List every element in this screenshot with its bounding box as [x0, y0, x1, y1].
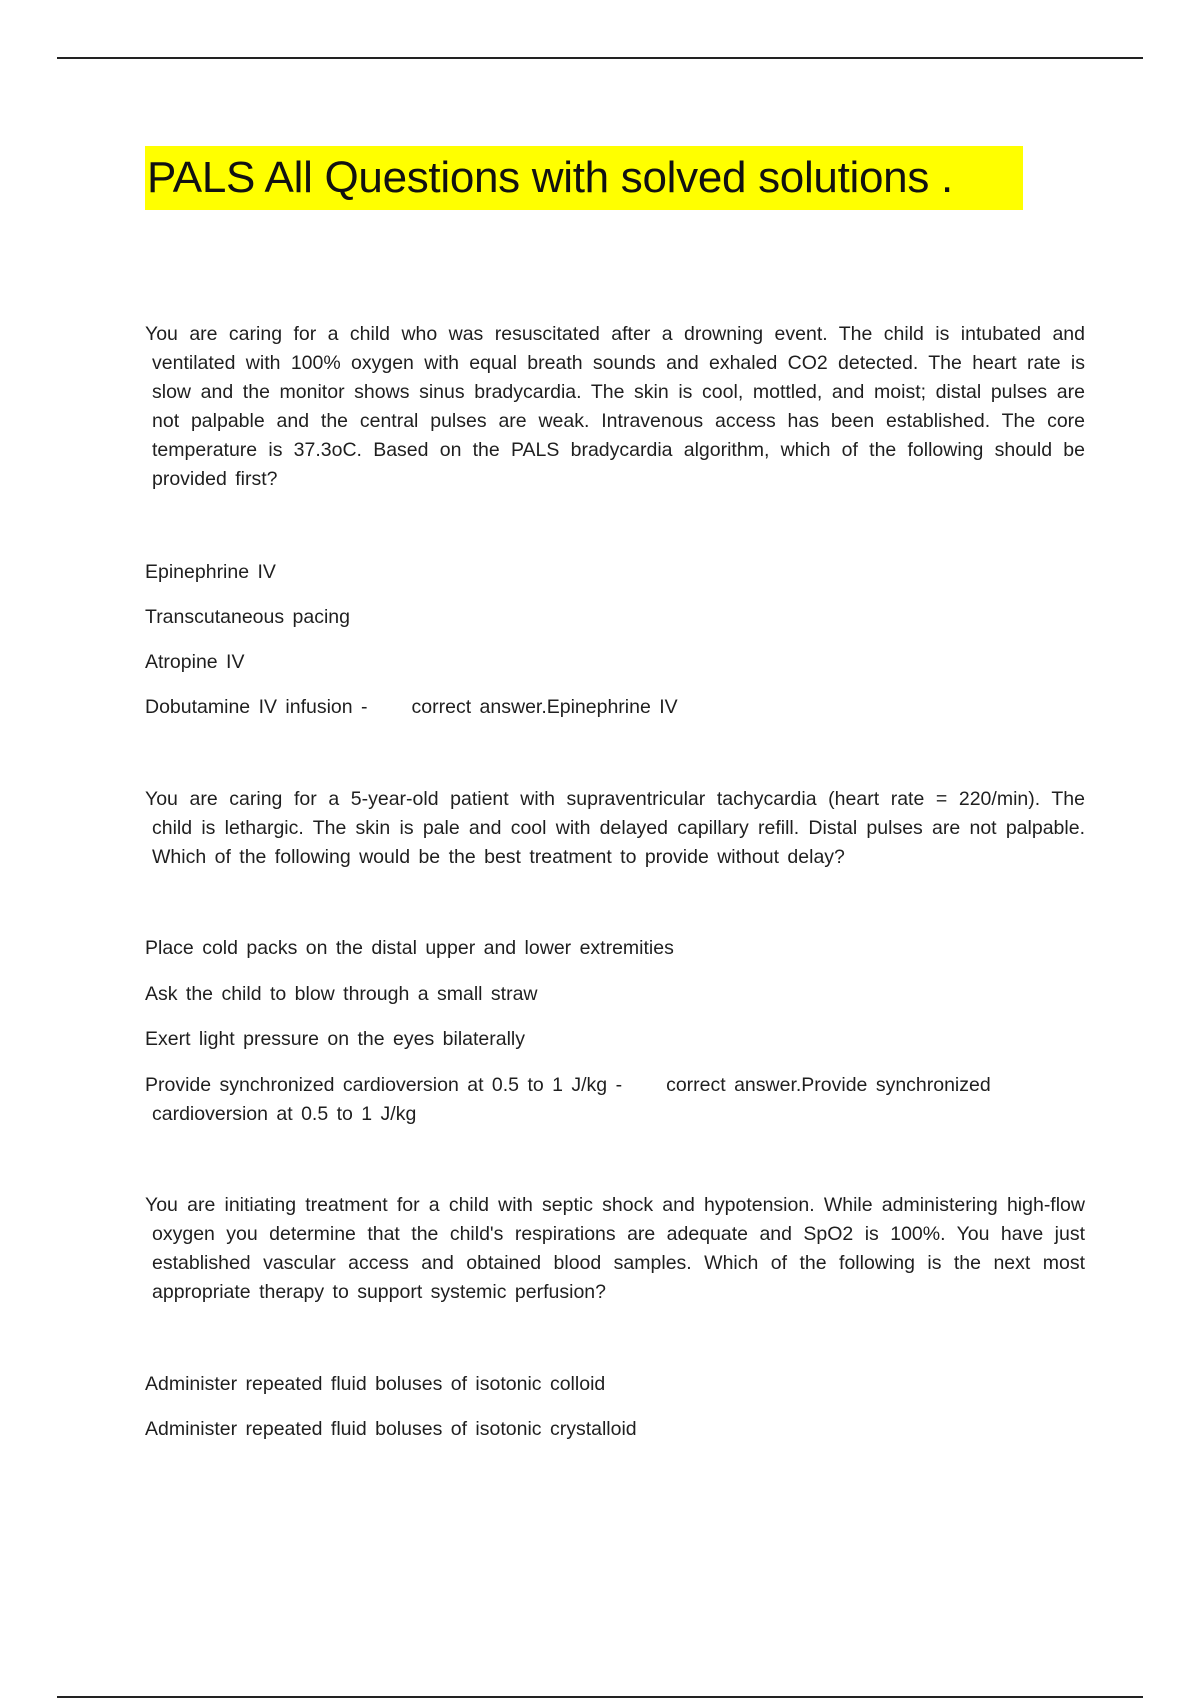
footer-rule: [57, 1696, 1143, 1698]
question-1-option-1: Epinephrine IV: [145, 561, 276, 583]
question-2-option-3: Exert light pressure on the eyes bilaterally: [145, 1028, 526, 1050]
question-1-text: You are caring for a child who was resuscitated after a drowning event. The child is intubated and ventilated with 100% oxygen with equal breath sounds and exhaled CO2 detected. The heart rate is slow and the monitor shows sinus bradycardia. The skin is cool, mottled, and moist; distal pulses are not palpable and the central pulses are weak. Intravenous access has been established. The core temperature is 37.3oC. Based on the PALS bradycardia algorithm, which of the following should be provided first?: [145, 323, 1085, 490]
question-2-option-4: [145, 1071, 1085, 1129]
question-1-option-2: Transcutaneous pacing: [145, 606, 350, 628]
question-3-option-2: Administer repeated fluid boluses of isotonic crystalloid: [145, 1418, 637, 1440]
question-2-correct-answer-continued: cardioversion at 0.5 to 1 J/kg: [152, 1103, 417, 1125]
question-1-option-4-text: Dobutamine IV infusion -: [145, 696, 368, 718]
question-1-option-4: [145, 693, 1085, 722]
question-2-text: You are caring for a 5-year-old patient with supraventricular tachycardia (heart rate = 220/min). The child is lethargic. The skin is pale and cool with delayed capillary refill. Distal pulses are not palpable. Which of the following would be the best treatment to provide without delay?: [145, 788, 1085, 868]
question-3-option-1: Administer repeated fluid boluses of isotonic colloid: [145, 1373, 606, 1395]
question-2-option-2: Ask the child to blow through a small straw: [145, 983, 538, 1005]
question-2-option-1: Place cold packs on the distal upper and lower extremities: [145, 937, 674, 959]
question-1-correct-answer: correct answer.Epinephrine IV: [411, 696, 678, 718]
header-rule: [57, 57, 1143, 59]
question-1-option-3: Atropine IV: [145, 651, 245, 673]
question-1: [145, 320, 1085, 494]
question-3: [145, 1191, 1085, 1307]
question-2: [145, 785, 1085, 872]
document-title: PALS All Questions with solved solutions .: [145, 146, 1023, 210]
question-2-correct-answer: correct answer.Provide synchronized: [666, 1074, 991, 1096]
question-3-text: You are initiating treatment for a child with septic shock and hypotension. While administering high-flow oxygen you determine that the child's respirations are adequate and SpO2 is 100%. You have just established vascular access and obtained blood samples. Which of the following is the next most appropriate therapy to support systemic perfusion?: [145, 1194, 1085, 1303]
question-2-option-4-text: Provide synchronized cardioversion at 0.5 to 1 J/kg -: [145, 1074, 623, 1096]
